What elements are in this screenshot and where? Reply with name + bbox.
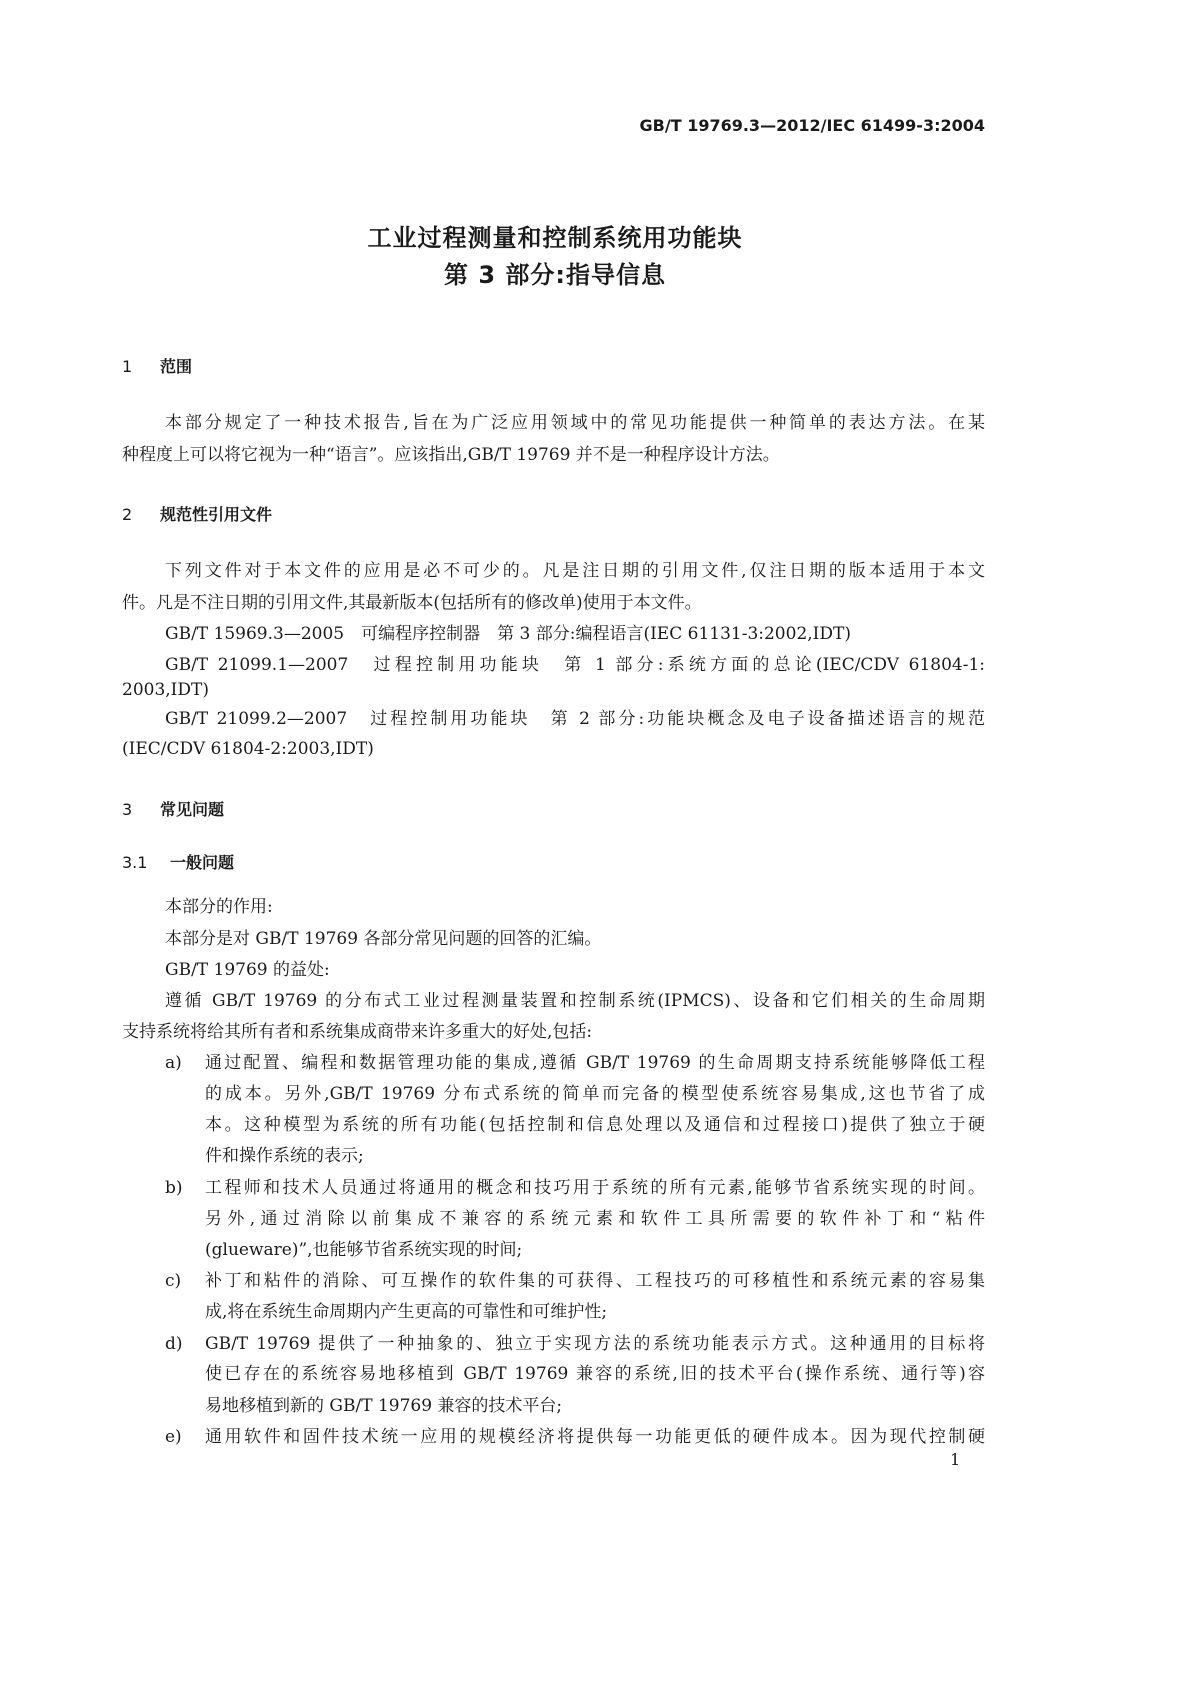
section-number: 3.1 [122,853,148,872]
list-label: c) [165,1271,182,1291]
section-title: 常见问题 [160,800,225,819]
page-number: 1 [950,1450,961,1469]
list-item-line: 件和操作系统的表示; [205,1146,364,1166]
section-number: 2 [122,505,133,524]
paragraph-line: 下列文件对于本文件的应用是必不可少的。凡是注日期的引用文件,仅注日期的版本适用于本文 [165,561,985,581]
list-item-line: 易地移植到新的 GB/T 19769 兼容的技术平台; [205,1396,563,1416]
list-label: b) [165,1178,183,1198]
paragraph-line: 种程度上可以将它视为一种“语言”。应该指出,GB/T 19769 并不是一种程序设计方法。 [122,445,780,465]
list-item-line: 的成本。另外,GB/T 19769 分布式系统的简单而完备的模型使系统容易集成,这也节省了成 [205,1084,985,1104]
list-item-line: 通用软件和固件技术统一应用的规模经济将提供每一功能更低的硬件成本。因为现代控制硬 [205,1427,985,1447]
section-heading-3 [122,797,224,820]
list-item-line: 使已存在的系统容易地移植到 GB/T 19769 兼容的系统,旧的技术平台(操作系统、通行等)容 [205,1364,985,1384]
reference-item-cont: (IEC/CDV 61804-2:2003,IDT) [122,739,374,759]
document-subtitle: 第 3 部分:指导信息 [443,261,666,289]
paragraph-line: 本部分的作用: [165,897,273,917]
paragraph-line: 支持系统将给其所有者和系统集成商带来许多重大的好处,包括: [122,1022,593,1042]
section-title: 一般问题 [170,853,235,872]
reference-item-cont: 2003,IDT) [122,680,209,700]
list-item-line: GB/T 19769 提供了一种抽象的、独立于实现方法的系统功能表示方式。这种通用的目标将 [205,1334,985,1354]
list-item-line: 工程师和技术人员通过将通用的概念和技巧用于系统的所有元素,能够节省系统实现的时间。 [205,1178,985,1198]
reference-item: GB/T 21099.1—2007 过程控制用功能块 第 1 部分:系统方面的总论(IEC/CDV 61804-1: [165,655,985,675]
paragraph-line: 遵循 GB/T 19769 的分布式工业过程测量装置和控制系统(IPMCS)、设备和它们相关的生命周期 [165,991,985,1011]
document-title: 工业过程测量和控制系统用功能块 [367,224,743,252]
section-title: 规范性引用文件 [160,505,273,524]
section-title: 范围 [160,357,193,376]
list-item-line: 本。这种模型为系统的所有功能(包括控制和信息处理以及通信和过程接口)提供了独立于硬 [205,1115,985,1135]
section-number: 1 [122,357,133,376]
paragraph-line: 本部分是对 GB/T 19769 各部分常见问题的回答的汇编。 [165,929,602,949]
reference-item: GB/T 21099.2—2007 过程控制用功能块 第 2 部分:功能块概念及电子设备描述语言的规范 [165,709,985,729]
paragraph-line: GB/T 19769 的益处: [165,960,330,980]
list-item-line: 补丁和粘件的消除、可互操作的软件集的可获得、工程技巧的可移植性和系统元素的容易集 [205,1271,985,1291]
list-label: e) [165,1427,182,1447]
list-item-line: (glueware)”,也能够节省系统实现的时间; [205,1240,523,1260]
list-label: d) [165,1334,183,1354]
list-item-line: 通过配置、编程和数据管理功能的集成,遵循 GB/T 19769 的生命周期支持系统能够降低工程 [205,1053,985,1073]
list-item-line: 另外,通过消除以前集成不兼容的系统元素和软件工具所需要的软件补丁和“粘件 [205,1209,985,1229]
section-number: 3 [122,800,133,819]
section-heading-2 [122,502,272,525]
reference-item: GB/T 15969.3—2005 可编程序控制器 第 3 部分:编程语言(IEC 61131-3:2002,IDT) [165,624,851,644]
paragraph-line: 本部分规定了一种技术报告,旨在为广泛应用领域中的常见功能提供一种简单的表达方法。在某 [165,413,985,433]
list-label: a) [165,1053,182,1073]
section-heading-3-1 [122,850,234,873]
list-item-line: 成,将在系统生命周期内产生更高的可靠性和可维护性; [205,1302,608,1322]
document-header: GB/T 19769.3—2012/IEC 61499-3:2004 [639,116,985,135]
section-heading-1 [122,354,192,377]
paragraph-line: 件。凡是不注日期的引用文件,其最新版本(包括所有的修改单)使用于本文件。 [122,593,702,613]
